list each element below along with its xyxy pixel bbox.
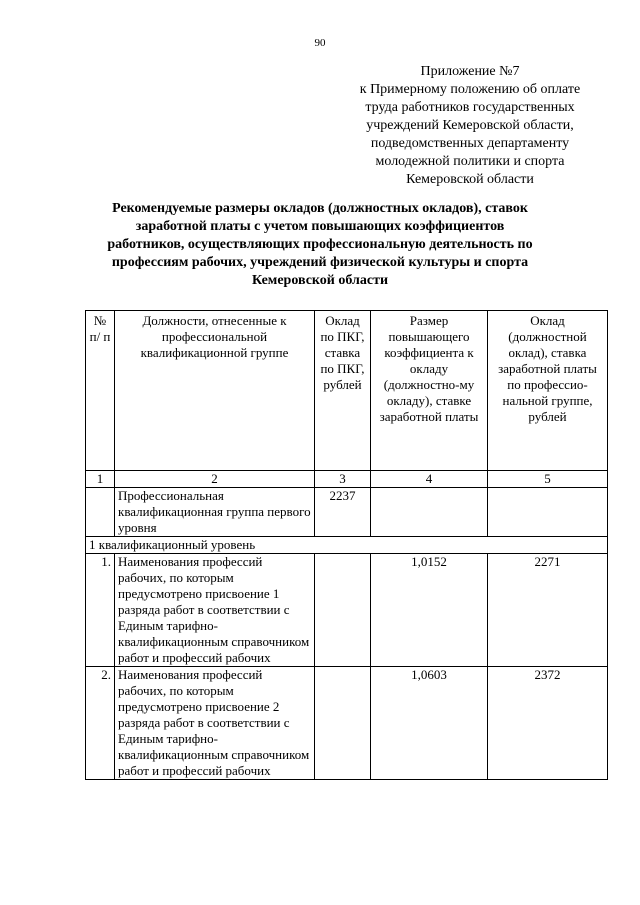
level-row	[86, 537, 608, 554]
column-number: 1	[86, 471, 115, 488]
group-salary: 2237	[315, 488, 371, 537]
table-row	[86, 554, 608, 667]
row-base-salary	[315, 667, 371, 780]
row-coefficient: 1,0603	[371, 667, 488, 780]
title-line: заработной платы с учетом повышающих коэффициентов	[135, 219, 505, 234]
group-number-cell	[86, 488, 115, 537]
qualification-level: 1 квалификационный уровень	[86, 537, 608, 554]
row-position-name: Наименования профессий рабочих, по которым предусмотрено присвоение 1 разряда работ в соответствии с Единым тарифно-квалификационным справочником работ и профессий рабочих	[115, 554, 315, 667]
annex-line: к Примерному положению об оплате	[359, 82, 581, 97]
table-header-row	[86, 311, 608, 471]
annex-line: молодежной политики и спорта	[375, 154, 565, 169]
title-line: Кемеровской области	[251, 273, 389, 288]
document-title	[95, 200, 545, 290]
annex-line: труда работников государственных	[365, 100, 575, 115]
table-row	[86, 667, 608, 780]
header-position: Должности, отнесенные к профессиональной квалификационной группе	[115, 311, 315, 471]
column-number-row	[86, 471, 608, 488]
row-position-name: Наименования профессий рабочих, по которым предусмотрено присвоение 2 разряда работ в соответствии с Единым тарифно-квалификационным справочником работ и профессий рабочих	[115, 667, 315, 780]
title-line: работников, осуществляющих профессиональную деятельность по	[107, 237, 533, 252]
title-line: Рекомендуемые размеры окладов (должностных окладов), ставок	[112, 201, 528, 216]
header-coefficient: Размер повышающего коэффициента к окладу (должностно-му окладу), ставке заработной платы	[371, 311, 488, 471]
annex-line: подведомственных департаменту	[370, 136, 570, 151]
header-base-salary: Оклад по ПКГ, ставка по ПКГ, рублей	[315, 311, 371, 471]
row-base-salary	[315, 554, 371, 667]
column-number: 3	[315, 471, 371, 488]
header-number: № п/ п	[86, 311, 115, 471]
row-coefficient: 1,0152	[371, 554, 488, 667]
annex-line: учреждений Кемеровской области,	[366, 118, 574, 133]
row-salary: 2271	[488, 554, 608, 667]
title-line: профессиям рабочих, учреждений физической культуры и спорта	[111, 255, 529, 270]
group-coef-cell	[371, 488, 488, 537]
group-name: Профессиональная квалификационная группа первого уровня	[115, 488, 315, 537]
annex-line: Кемеровской области	[406, 172, 534, 187]
row-salary: 2372	[488, 667, 608, 780]
salary-table	[85, 310, 608, 780]
annex-header	[330, 63, 610, 189]
annex-line: Приложение №7	[420, 64, 520, 79]
row-number: 1.	[86, 554, 115, 667]
group-row	[86, 488, 608, 537]
column-number: 5	[488, 471, 608, 488]
header-final-salary: Оклад (должностной оклад), ставка заработной платы по профессио-нальной группе, рублей	[488, 311, 608, 471]
column-number: 4	[371, 471, 488, 488]
page-number: 90	[314, 37, 326, 49]
row-number: 2.	[86, 667, 115, 780]
group-salary-cell	[488, 488, 608, 537]
column-number: 2	[115, 471, 315, 488]
